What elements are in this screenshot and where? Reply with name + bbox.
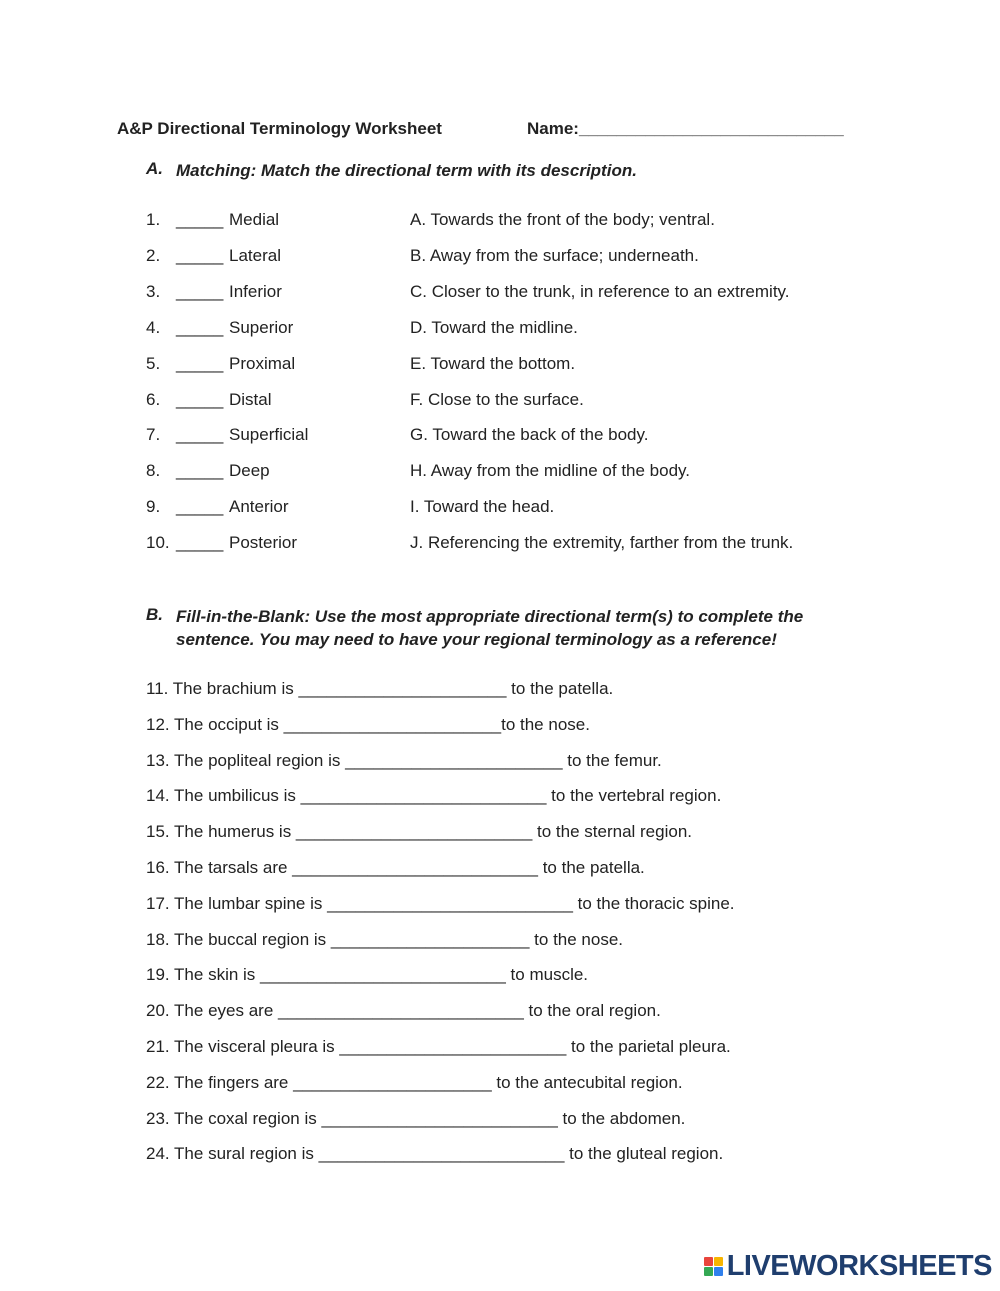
fill-in-sentence: 24. The sural region is __________________________ to the gluteal region.: [146, 1144, 724, 1164]
section-a-heading: Matching: Match the directional term with its description.: [176, 161, 637, 180]
logo-block: [704, 1267, 713, 1276]
answer-blank: _____: [176, 533, 224, 553]
name-field-label: Name:____________________________: [527, 119, 844, 138]
term-label: Lateral: [229, 245, 281, 265]
term-label: Superior: [229, 317, 294, 337]
description-text: E. Toward the bottom.: [410, 353, 576, 373]
item-number: 4.: [146, 317, 161, 337]
description-text: D. Toward the midline.: [410, 317, 578, 337]
logo-block: [704, 1257, 713, 1266]
description-text: G. Toward the back of the body.: [410, 425, 649, 445]
answer-blank: _____: [176, 210, 224, 229]
fill-in-sentence: 11. The brachium is ______________________ to the patella.: [146, 679, 614, 698]
answer-blank: _____: [176, 245, 224, 265]
description-text: A. Towards the front of the body; ventral.: [410, 210, 715, 229]
term-label: Inferior: [229, 281, 282, 301]
item-number: 9.: [146, 497, 161, 517]
fill-in-sentence: 13. The popliteal region is _______________________ to the femur.: [146, 750, 662, 770]
fill-in-sentence: 20. The eyes are __________________________ to the oral region.: [146, 1001, 661, 1021]
term-label: Deep: [229, 461, 270, 481]
description-text: C. Closer to the trunk, in reference to an extremity.: [410, 281, 790, 301]
description-text: F. Close to the surface.: [410, 389, 584, 409]
description-text: H. Away from the midline of the body.: [410, 461, 691, 481]
description-text: B. Away from the surface; underneath.: [410, 245, 699, 265]
section-b-letter: B.: [146, 605, 163, 624]
section-b-heading-line2: sentence. You may need to have your regional terminology as a reference!: [176, 630, 777, 649]
item-number: 1.: [146, 210, 161, 229]
liveworksheets-blocks-icon: [704, 1257, 723, 1276]
description-text: J. Referencing the extremity, farther from the trunk.: [410, 533, 794, 553]
fill-in-sentence: 12. The occiput is _______________________to the nose.: [146, 714, 590, 734]
item-number: 6.: [146, 389, 161, 409]
fill-in-sentence: 15. The humerus is _________________________ to the sternal region.: [146, 822, 693, 842]
liveworksheets-logo: [704, 1249, 992, 1283]
term-label: Posterior: [229, 533, 298, 553]
term-label: Proximal: [229, 353, 296, 373]
logo-block: [714, 1257, 723, 1266]
fill-in-sentence: 16. The tarsals are __________________________ to the patella.: [146, 858, 645, 877]
item-number: 7.: [146, 425, 161, 445]
answer-blank: _____: [176, 389, 224, 409]
worksheet-title: A&P Directional Terminology Worksheet: [117, 119, 442, 138]
logo-block: [714, 1267, 723, 1276]
section-a-letter: A.: [146, 159, 163, 178]
item-number: 3.: [146, 281, 161, 301]
logo-text: LIVEWORKSHEETS: [726, 1249, 992, 1282]
term-label: Anterior: [229, 497, 289, 517]
term-label: Distal: [229, 389, 272, 409]
term-label: Medial: [229, 210, 280, 229]
answer-blank: _____: [176, 353, 224, 373]
term-label: Superficial: [229, 425, 309, 445]
fill-in-sentence: 23. The coxal region is _________________________ to the abdomen.: [146, 1108, 686, 1128]
answer-blank: _____: [176, 497, 224, 517]
section-b-heading-line1: Fill-in-the-Blank: Use the most appropriate directional term(s) to complete the: [176, 607, 804, 626]
answer-blank: _____: [176, 461, 224, 481]
fill-in-sentence: 18. The buccal region is _____________________ to the nose.: [146, 929, 624, 949]
answer-blank: _____: [176, 317, 224, 337]
fill-in-sentence: 14. The umbilicus is __________________________ to the vertebral region.: [146, 786, 722, 806]
fill-in-sentence: 19. The skin is __________________________ to muscle.: [146, 965, 589, 985]
item-number: 10.: [146, 533, 170, 553]
item-number: 8.: [146, 461, 161, 481]
fill-in-sentence: 22. The fingers are _____________________ to the antecubital region.: [146, 1072, 683, 1092]
item-number: 5.: [146, 353, 161, 373]
fill-in-sentence: 21. The visceral pleura is ________________________ to the parietal pleura.: [146, 1037, 731, 1056]
description-text: I. Toward the head.: [410, 497, 555, 517]
fill-in-sentence: 17. The lumbar spine is __________________________ to the thoracic spine.: [146, 893, 735, 913]
item-number: 2.: [146, 245, 161, 265]
answer-blank: _____: [176, 281, 224, 301]
answer-blank: _____: [176, 425, 224, 445]
